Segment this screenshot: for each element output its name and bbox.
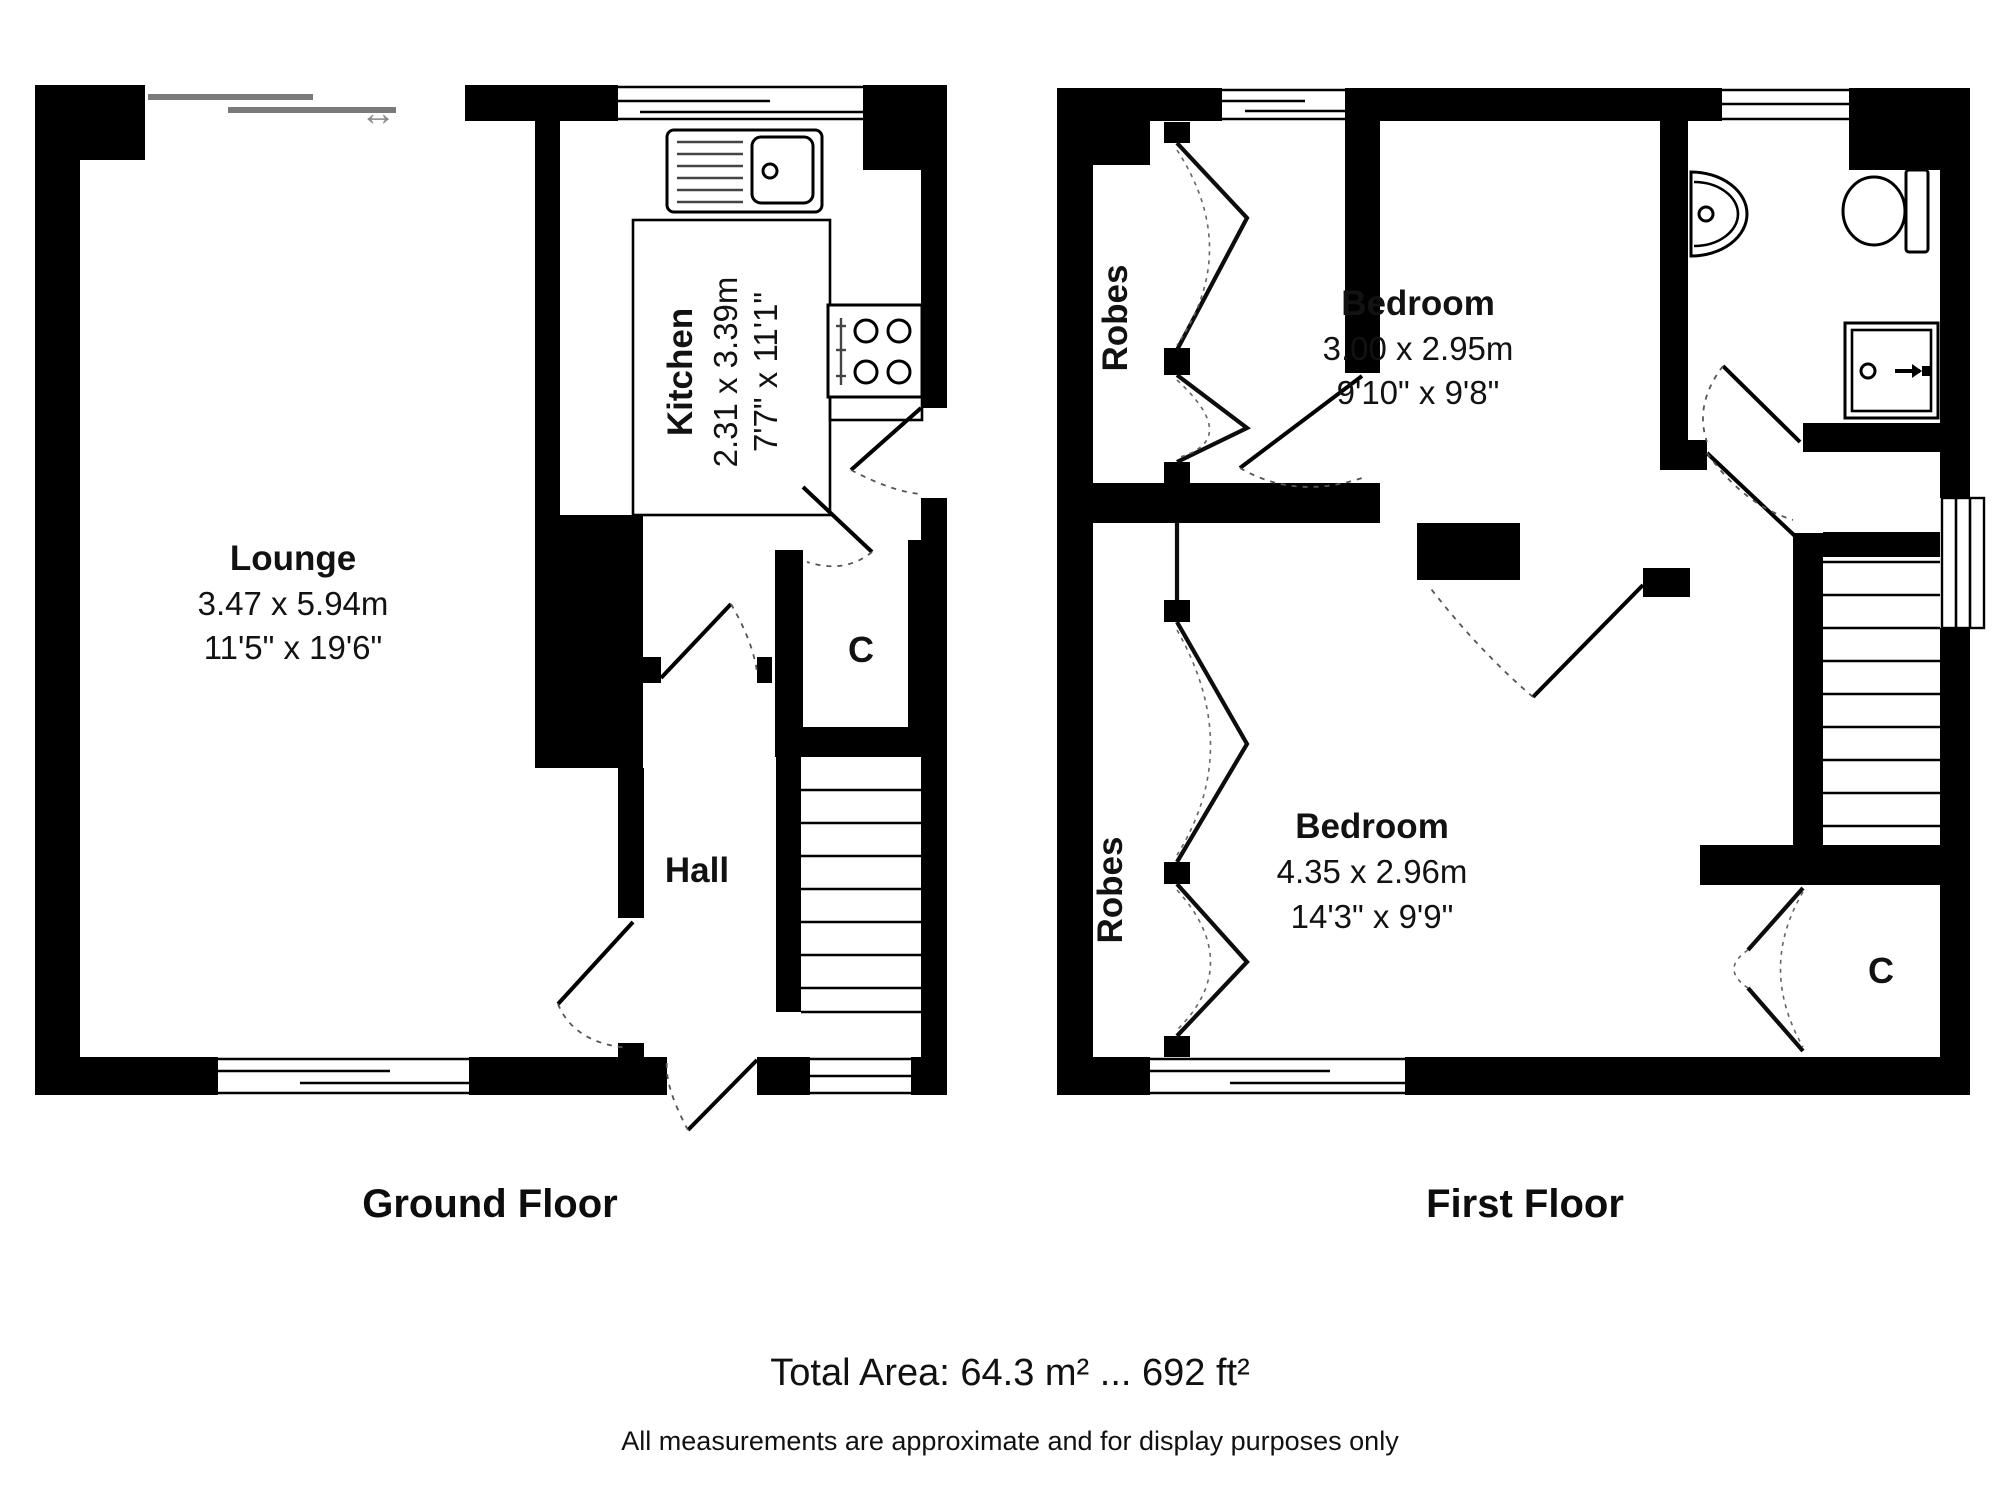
bedroom2-bottom-window-icon (1150, 1059, 1405, 1093)
bedroom2-dims-ft: 14'3" x 9'9" (1290, 898, 1454, 935)
closet-first-label: C (1868, 950, 1894, 991)
lounge-name: Lounge (229, 539, 357, 578)
ground-floor-plan (35, 85, 947, 1226)
first-floor-stairs (1823, 562, 1940, 859)
stairs-top-door (1707, 453, 1796, 537)
bedroom1-dims-m: 3.00 x 2.95m (1322, 330, 1514, 367)
lounge-dims-ft: 11'5" x 19'6" (203, 629, 383, 666)
disclaimer-text: All measurements are approximate and for display purposes only (621, 1426, 1399, 1456)
kitchen-hob-icon (828, 305, 922, 420)
robes2-bifold-icon (1177, 523, 1247, 1036)
basin-icon (1691, 172, 1747, 256)
kitchen-sink-icon (667, 130, 822, 212)
kitchen-name: Kitchen (661, 307, 700, 437)
ground-floor-stairs (801, 790, 921, 1012)
window-slide-arrow-icon: ↔ (360, 92, 396, 133)
kitchen-dims-ft: 7'7" x 11'1" (747, 291, 784, 453)
kitchen-window-icon (618, 87, 863, 119)
bedroom1-window-icon (1222, 90, 1345, 119)
lounge-bottom-window-icon (218, 1059, 469, 1093)
bathroom-fixtures (1691, 170, 1938, 418)
robes1-bifold-icon (1177, 143, 1247, 462)
hall-name: Hall (664, 851, 730, 890)
kitchen-door (661, 604, 757, 678)
robes1-label: Robes (1096, 264, 1135, 372)
ground-floor-title: Ground Floor (362, 1182, 618, 1226)
bedroom1-name: Bedroom (1341, 284, 1495, 323)
total-area-text: Total Area: 64.3 m² ... 692 ft² (770, 1352, 1250, 1394)
bedroom2-name: Bedroom (1295, 807, 1449, 846)
kitchen-dims-m: 2.31 x 3.39m (707, 276, 744, 468)
shower-icon (1845, 323, 1938, 418)
closet-ground-label: C (848, 629, 874, 670)
closet-door-ground (803, 487, 872, 566)
lounge-sliding-window-icon (148, 92, 396, 133)
first-floor-walls (1057, 88, 1970, 1095)
bedroom2-dims-m: 4.35 x 2.96m (1276, 853, 1468, 890)
bedroom1-dims-ft: 9'10" x 9'8" (1336, 374, 1500, 411)
robes2-label: Robes (1091, 836, 1130, 944)
bedroom2-door (1428, 585, 1643, 697)
footer (621, 1352, 1399, 1456)
first-floor-title: First Floor (1426, 1182, 1624, 1226)
landing-window-icon (1942, 498, 1984, 628)
closet-bifold-first (1734, 888, 1803, 1051)
bathroom-window-icon (1722, 90, 1849, 119)
first-floor-plan (1057, 88, 1984, 1226)
lounge-door (558, 922, 633, 1048)
ground-floor-walls (35, 85, 947, 1095)
bathroom-door (1703, 366, 1800, 442)
first-floor-doors (1240, 366, 1803, 1051)
toilet-icon (1843, 170, 1928, 252)
hall-bottom-window-icon (810, 1059, 911, 1093)
lounge-dims-m: 3.47 x 5.94m (197, 585, 389, 622)
front-door (667, 1060, 757, 1130)
